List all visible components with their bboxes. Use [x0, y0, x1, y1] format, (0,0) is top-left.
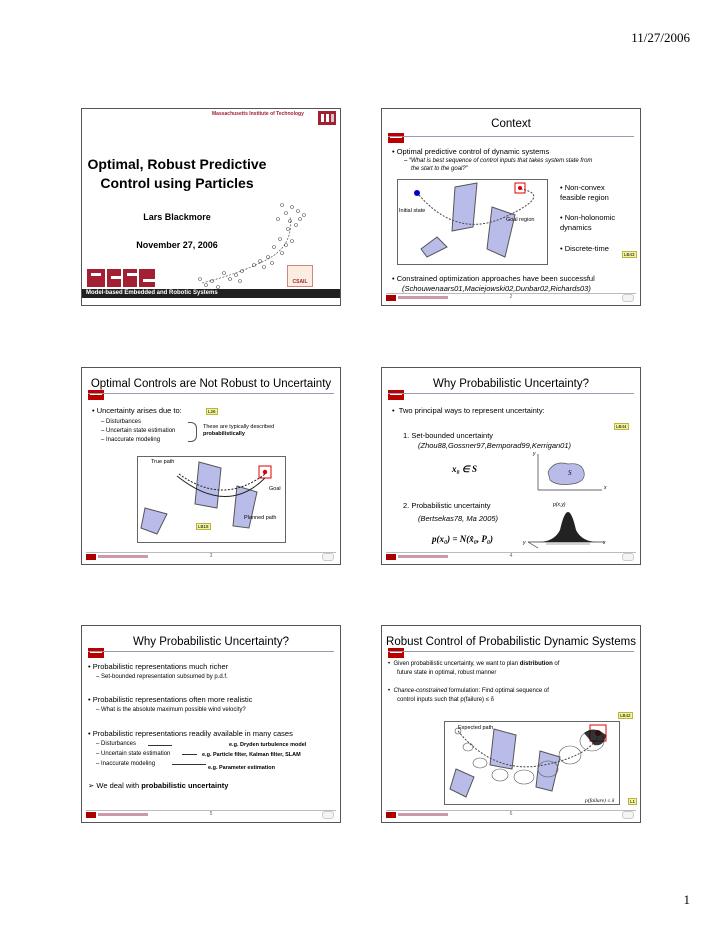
slide2-sub1-line1: – “What is best sequence of control inputs that takes system state from	[404, 158, 593, 164]
slide-1	[81, 108, 341, 306]
institute-name: Massachusetts Institute of Technology	[212, 111, 304, 117]
slide5-conclusion-pre: We deal with	[96, 781, 142, 790]
tag-l26: L26	[208, 409, 216, 414]
right2-line2: dynamics	[560, 223, 592, 232]
mers-mini-logo	[388, 648, 404, 658]
slide3-number: 3	[209, 553, 213, 559]
slide5-s3: – Inaccurate modeling	[96, 761, 156, 767]
presentation-date: November 27, 2006	[136, 240, 218, 250]
slide4-item2-refs: (Bertsekas78, Ma 2005)	[418, 514, 499, 523]
mers-mini-logo	[388, 133, 404, 143]
lab-name: Model-based Embedded and Robotic Systems	[86, 290, 218, 296]
right1-line1: • Non-convex	[560, 183, 605, 192]
mers-mini-logo	[88, 648, 104, 658]
slide6-b1-line2: future state in optimal, robust manner	[397, 670, 497, 676]
slide6-b1-bold: distribution	[519, 661, 553, 667]
slide2-refs: (Schouwenaars01,Maciejowski02,Dunbar02,Richards03)	[402, 284, 591, 293]
label-planned-path: Planned path	[244, 515, 277, 521]
slide4-bullet1: Two principal ways to represent uncertainty:	[398, 406, 545, 415]
slide6-b2-italic: Chance-constrained	[393, 688, 448, 694]
set-axis-x: x	[604, 485, 607, 491]
slide5-b2-sub: – What is the absolute maximum possible wind velocity?	[96, 707, 246, 713]
slide1-title-line1: Optimal, Robust Predictive	[87, 156, 267, 172]
page-number: 1	[683, 892, 690, 907]
slide-2: Context • Optimal predictive control of dynamic systems – “What is best sequence of control inputs that takes system state from the start to the goal?” Initial state Goal region • Non-convex feasible region • Non-holonomic dynamics • Discrete-time LB43 • Constrained optimization approaches have been successful (Schouwenaars01,Maciejowski02,Dunbar02,Richards03) 2	[381, 108, 641, 306]
slide3-note-line2: probabilistically	[203, 431, 245, 437]
robustness-diagram	[137, 456, 287, 544]
label-expected-path: Expected path	[458, 725, 494, 731]
slide5-b2: Probabilistic representations often more realistic	[92, 695, 253, 704]
slide4-title: Why Probabilistic Uncertainty?	[433, 378, 589, 390]
slide3-sub2: – Uncertain state estimation	[101, 428, 176, 434]
slide6-number: 6	[509, 811, 513, 817]
slide-6: Robust Control of Probabilistic Dynamic Systems • Given probabilistic uncertainty, we want to plan distribution of future state in optimal, robust manner • Chance-constrained formulation: Find optimal sequence of control inputs such that p(failure) ≤ δ LB42 Expected path p(failure) ≤ δ L1 6	[381, 625, 641, 823]
slide5-conclusion-bold: probabilistic uncertainty	[141, 781, 229, 790]
slide5-s1: – Disturbances	[96, 741, 137, 747]
mit-logo	[318, 111, 336, 125]
set-label: S	[568, 469, 572, 477]
slide4-item1: 1. Set-bounded uncertainty	[403, 431, 494, 440]
slide5-s3-example: e.g. Parameter estimation	[208, 765, 275, 771]
slide5-s2: – Uncertain state estimation	[96, 751, 171, 757]
pdf-axis-x: x	[603, 540, 606, 546]
slide6-b1-pre: Given probabilistic uncertainty, we want to plan	[393, 661, 520, 667]
chance-constraint-diagram	[444, 721, 620, 805]
label-goal-region: Goal region	[506, 217, 535, 223]
mers-mini-logo	[388, 390, 404, 400]
gaussian-plot	[524, 508, 608, 550]
slide4-number: 4	[509, 553, 513, 559]
tag-lb44: LB44	[616, 424, 627, 429]
slide2-bullet1: Optimal predictive control of dynamic systems	[396, 147, 550, 156]
slide-4: Why Probabilistic Uncertainty? • Two principal ways to represent uncertainty: LB44 1. Set-bounded uncertainty (Zhou88,Gossner97,Bemporad99,Kerrigan01) x₀ ∈ S S y x 2. Probabilistic uncertainty (Bertsekas78, Ma 2005) p(x₀) = N(x̂₀, P₀) p(x,y) y x 4	[381, 367, 641, 565]
slide6-b2-line2: control inputs such that p(failure) ≤ δ	[397, 697, 495, 703]
pdf-axis-y: y	[523, 540, 526, 546]
slide5-s1-example: e.g. Dryden turbulence model	[229, 742, 307, 748]
slide3-title: Optimal Controls are Not Robust to Uncertainty	[90, 378, 332, 390]
header-date: 11/27/2006	[631, 30, 690, 45]
csail-logo: CSAIL	[287, 265, 313, 287]
slide5-b1-sub: – Set-bounded representation subsumed by p.d.f.	[96, 674, 228, 680]
slide6-b1-post: of	[552, 661, 560, 667]
pdf-label: p(x,y)	[553, 502, 566, 508]
slide4-item2: 2. Probabilistic uncertainty	[403, 501, 491, 510]
slide5-title: Why Probabilistic Uncertainty?	[133, 636, 289, 648]
context-diagram	[397, 179, 557, 269]
set-axis-y: y	[533, 451, 536, 457]
slide1-title-line2: Control using Particles	[100, 175, 254, 191]
slide5-s2-example: e.g. Particle filter, Kalman filter, SLAM	[202, 752, 301, 758]
slide-3: Optimal Controls are Not Robust to Uncertainty • Uncertainty arises due to: L26 – Disturbances – Uncertain state estimation – Inaccurate modeling These are typically described probabilistically True path Goal Planned path LB18 3	[81, 367, 341, 565]
right1-line2: feasible region	[560, 193, 609, 202]
label-pfailure: p(failure) ≤ δ	[585, 798, 615, 804]
pdf-equation: p(x₀) = N(x̂₀, P₀)	[432, 534, 494, 544]
tag-lb42: LB42	[620, 713, 631, 718]
label-true-path: True path	[151, 459, 175, 465]
slide-5: Why Probabilistic Uncertainty? • Probabilistic representations much richer – Set-bounded representation subsumed by p.d.f. • Probabilistic representations often more realistic – What is the absolute maximum possible wind velocity? • Probabilistic representations readily available in many cases – Disturbances – Uncertain state estimation – Inaccurate modeling e.g. Dryden turbulence model e.g. Particle filter, Kalman filter, SLAM e.g. Parameter estimation ➢ We deal with probabilistic uncertainty 5	[81, 625, 341, 823]
slide2-number: 2	[509, 294, 513, 300]
tag-lb43: LB43	[624, 252, 635, 257]
slide3-sub1: – Disturbances	[101, 419, 142, 425]
slide6-b2-rest: formulation: Find optimal sequence of	[447, 688, 549, 694]
tag-l1: L1	[630, 799, 636, 804]
slide5-b3: Probabilistic representations readily available in many cases	[92, 729, 293, 738]
right3: • Discrete-time	[560, 244, 609, 253]
slide6-title: Robust Control of Probabilistic Dynamic Systems	[386, 636, 636, 648]
slide2-bullet2: Constrained optimization approaches have been successful	[396, 274, 595, 283]
slide3-sub3: – Inaccurate modeling	[101, 437, 161, 443]
label-initial-state: Initial state	[399, 208, 426, 214]
mers-mini-logo	[88, 390, 104, 400]
slide3-note-line1: These are typically described	[203, 424, 275, 430]
slide2-title: Context	[491, 118, 531, 130]
slide5-number: 5	[209, 811, 213, 817]
slide3-bullet1: Uncertainty arises due to:	[96, 406, 182, 415]
label-goal: Goal	[269, 486, 281, 492]
slide2-sub1-line2: the start to the goal?”	[411, 166, 468, 172]
mers-logo	[87, 269, 175, 287]
right2-line1: • Non-holonomic	[560, 213, 616, 222]
slide5-b1: Probabilistic representations much richer	[92, 662, 229, 671]
tag-lb18: LB18	[198, 524, 209, 529]
slide4-item1-refs: (Zhou88,Gossner97,Bemporad99,Kerrigan01)	[418, 441, 572, 450]
set-equation: x₀ ∈ S	[452, 464, 477, 474]
author-name: Lars Blackmore	[143, 212, 211, 222]
